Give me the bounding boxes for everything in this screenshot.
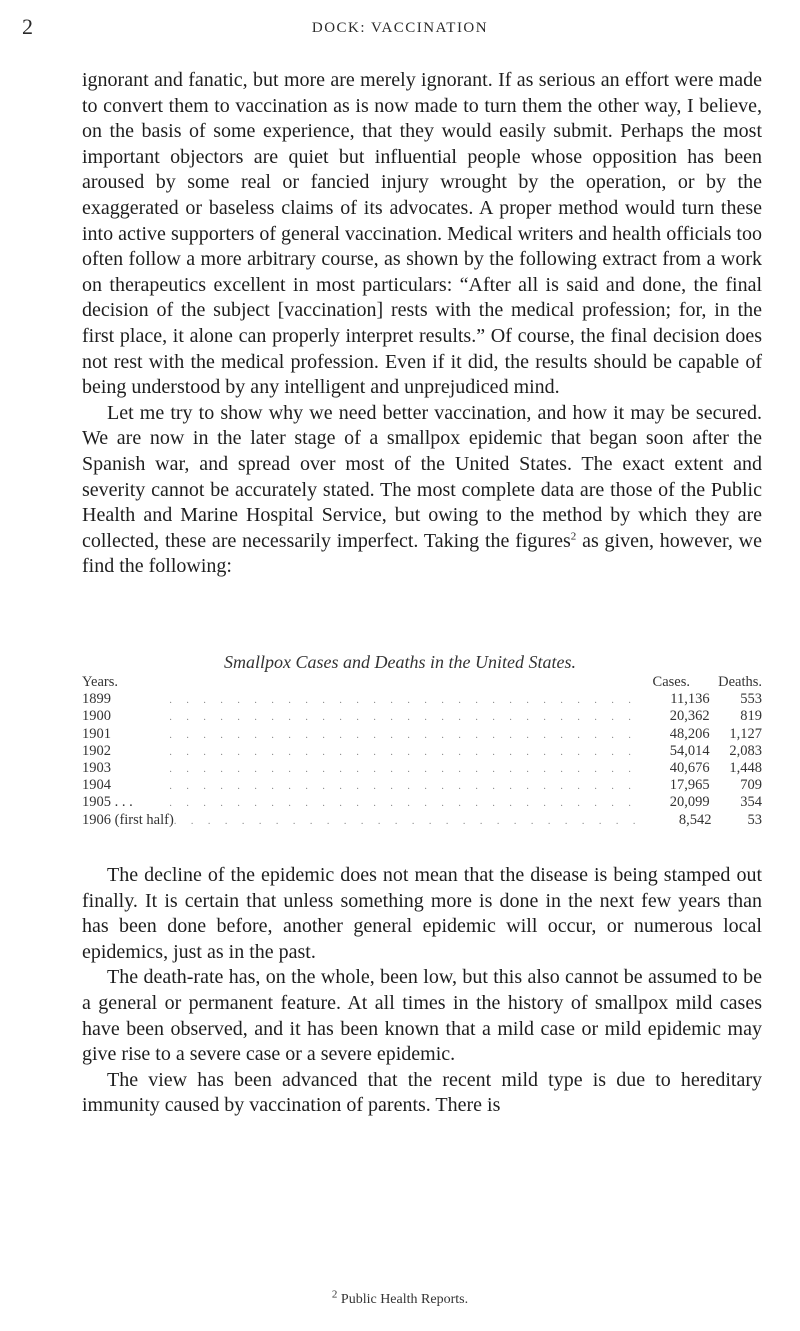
table-row: 1902 . . . . . . . . . . . . . . . . . . . . . . . . . . . . 54,014 2,083 [82,742,762,759]
table-cell-year: 1902 [82,742,111,759]
footnote-marker: 2 [331,1288,338,1301]
table-cell-year: 1900 [82,708,111,725]
column-header-cases: Cases. [652,674,690,690]
smallpox-table [82,674,762,829]
table-cell-cases: 40,676 [669,759,710,776]
table-cell-year: 1903 [82,759,111,776]
table-cell-cases: 11,136 [670,691,710,708]
table-caption: Smallpox Cases and Deaths in the United States. [224,652,576,672]
table-cell-year: 1904 [82,777,111,794]
footnote [0,1288,800,1308]
table-cell-cases: 54,014 [669,742,710,759]
table-cell-deaths: 53 [747,811,762,828]
table-cell-year: 1901 [82,725,111,742]
paragraph: The death-rate has, on the whole, been low, but this also cannot be assumed to be a general or permanent feature. At all times in the history of smallpox mild cases have been observed, and it has been known that a mild case or mild epidemic may give rise to a severe case or a severe epidemic. [82,966,762,1066]
table-cell-deaths: 354 [740,794,762,811]
table-cell-cases: 17,965 [669,777,710,794]
paragraph-text: Let me try to show why we need better vaccination, and how it may be secured. We are now in the later stage of a smallpox epidemic that began soon after the Spanish war, and spread over most of the United States. The exact extent and severity cannot be accurately stated. The most complete data are those of the Public Health and Marine Hospital Service, but owing to the method by which they are collected, these are necessarily imperfect. Taking the figures [82,401,762,552]
table-body [82,691,762,829]
table-row: 1904 . . . . . . . . . . . . . . . . . . . . . . . . . . . . 17,965 709 [82,777,762,794]
footnote-marker: 2 [570,530,577,543]
table-cell-year: 1906 (first half) [82,811,174,828]
running-head: DOCK: VACCINATION [311,20,489,36]
table-row: 1901 . . . . . . . . . . . . . . . . . . . . . . . . . . . . 48,206 1,127 [82,725,762,742]
table-cell-deaths: 1,127 [729,725,762,742]
paragraph: The view has been advanced that the recent mild type is due to hereditary immunity caused by vaccination of parents. There is [82,1068,762,1117]
table-cell-cases: 20,099 [669,794,710,811]
table-cell-deaths: 2,083 [729,742,762,759]
body-text-top [82,68,762,580]
paragraph [82,401,762,580]
table-header-row [82,674,762,691]
paragraph-text: as given, however, we find the following: [82,529,762,578]
column-header-deaths: Deaths. [718,674,762,690]
table-row: 1900 . . . . . . . . . . . . . . . . . . . . . . . . . . . . 20,362 819 [82,708,762,725]
table-cell-cases: 48,206 [669,725,710,742]
column-header-years: Years. [82,674,118,690]
table-row: 1903 . . . . . . . . . . . . . . . . . . . . . . . . . . . . 40,676 1,448 [82,759,762,776]
table-cell-year: 1905 . . . [82,794,133,811]
table-cell-deaths: 553 [740,691,762,708]
table-row: 1899 . . . . . . . . . . . . . . . . . . . . . . . . . . . . 11,136 553 [82,691,762,708]
table-cell-year: 1899 [82,691,111,708]
table-row: 1906 (first half) . . . . . . . . . . . . . . . . . . . . . . . . . . . . 8,542 53 [82,811,762,828]
paragraph: ignorant and fanatic, but more are merely ignorant. If as serious an effort were made to convert them to vaccination as is now made to turn them the other way, I believe, on the basis of some experience, that they would easily submit. Perhaps the most important objectors are quiet but influential people whose opposition has been aroused by some real or fancied injury wrought by the operation, or by the exaggerated or baseless claims of its advocates. A proper method would turn these into active supporters of general vaccination. Medical writers and health officials too often follow a more arbitrary course, as shown by the following extract from a work on therapeutics excellent in most particulars: “After all is said and done, the final decision of the subject [vaccination] rests with the medical profession; for, in the first place, it alone can properly interpret results.” Of course, the final decision does not rest with the medical profession. Even if it did, the results should be capable of being understood by any intelligent and unprejudiced mind. [82,69,762,399]
table-cell-cases: 8,542 [678,811,712,828]
table-row: 1905 . . . . . . . . . . . . . . . . . . . . . . . . . . . . . . . 20,099 354 [82,794,762,811]
table-cell-deaths: 819 [740,708,762,725]
page-number: 2 [22,14,33,39]
table-cell-deaths: 1,448 [729,759,762,776]
table-cell-deaths: 709 [740,777,762,794]
table-cell-cases: 20,362 [669,708,710,725]
body-text-bottom [82,863,762,1119]
paragraph: The decline of the epidemic does not mean that the disease is being stamped out finally. It is certain that unless something more is done in the next few years than has been done before, another general epidemic will occur, or numerous local epidemics, just as in the past. [82,864,762,963]
footnote-text: Public Health Reports. [340,1292,469,1307]
